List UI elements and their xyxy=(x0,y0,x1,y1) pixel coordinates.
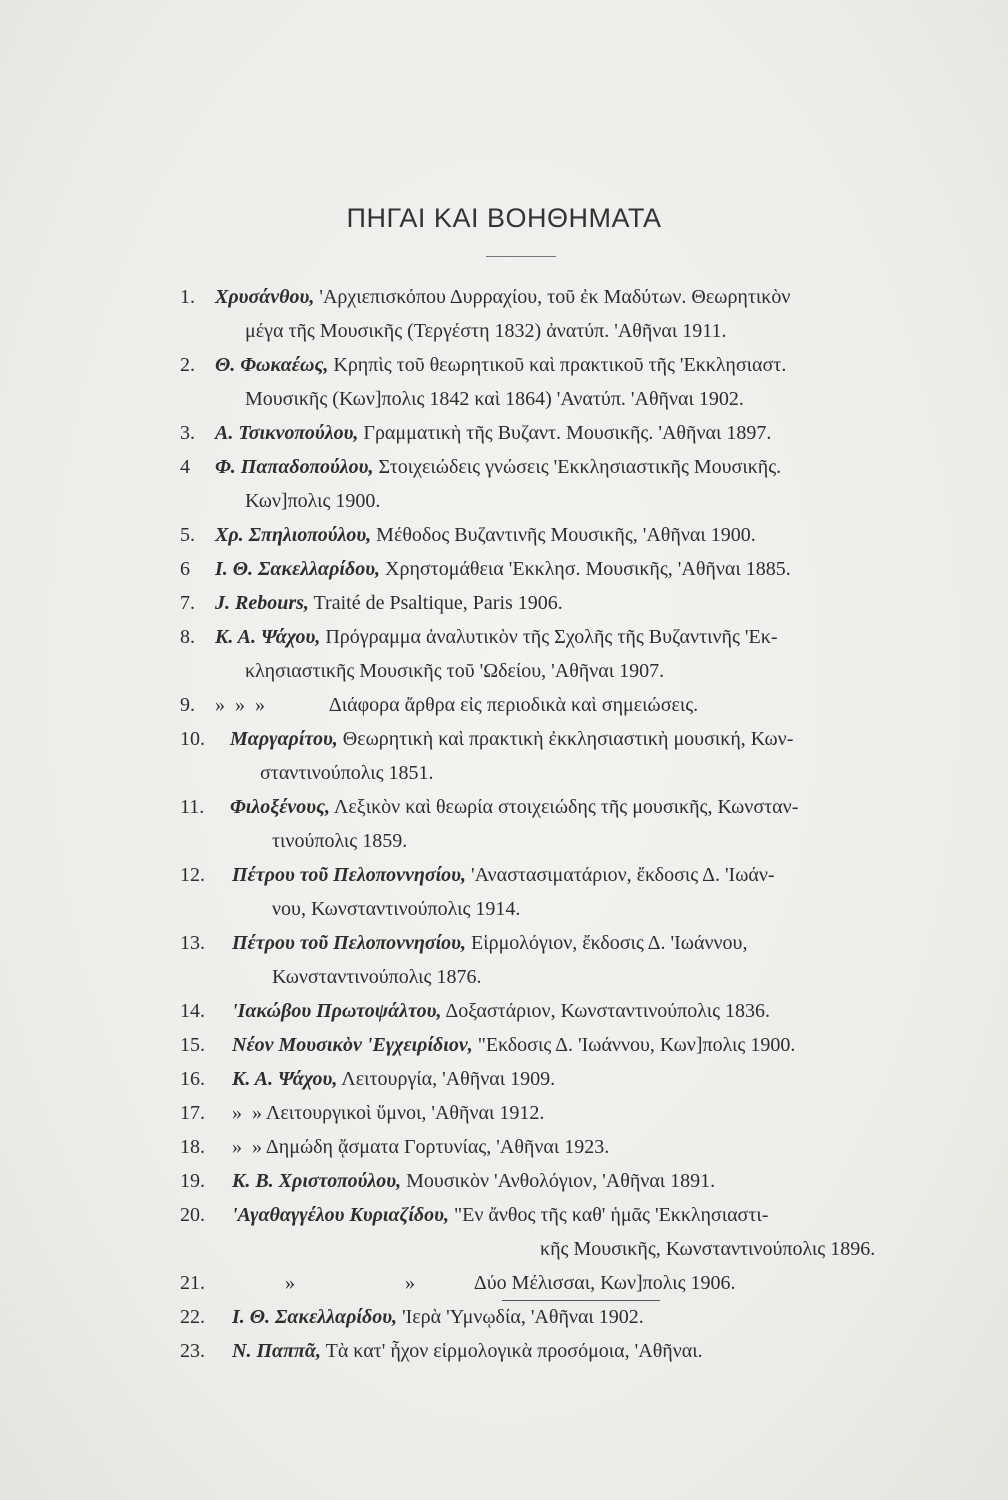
list-item xyxy=(0,1300,1008,1334)
entry-number: 16. xyxy=(180,1068,205,1090)
entry-text: Λειτουργία, 'Αθῆναι 1909. xyxy=(337,1068,556,1090)
list-item xyxy=(0,552,1008,586)
entry-number: 1. xyxy=(180,286,195,308)
list-item xyxy=(0,790,1008,858)
entry-text: Διάφορα ἄρθρα εἰς περιοδικὰ καὶ σημειώσεις. xyxy=(325,694,699,716)
entry-author: Κ. Α. Ψάχου, xyxy=(232,1068,338,1090)
list-item xyxy=(0,858,1008,926)
entry-author: J. Rebours, xyxy=(215,592,309,614)
entry-text: Δημώδη ᾄσματα Γορτυνίας, 'Αθῆναι 1923. xyxy=(262,1136,610,1158)
entry-author: Κ. Β. Χριστοπούλου, xyxy=(232,1170,402,1192)
entry-continuation: νου, Κωνσταντινούπολις 1914. xyxy=(272,898,521,920)
list-item xyxy=(0,280,1008,348)
entry-text: 'Ιερὰ 'Υμνῳδία, 'Αθῆναι 1902. xyxy=(397,1306,644,1328)
entry-text: Κρηπὶς τοῦ θεωρητικοῦ καὶ πρακτικοῦ τῆς 'Εκκλησιαστ. xyxy=(328,354,787,376)
list-item xyxy=(0,620,1008,688)
entry-continuation: τινούπολις 1859. xyxy=(272,830,408,852)
entry-ditto-marks: » » xyxy=(232,1102,262,1124)
list-item xyxy=(0,722,1008,790)
bottom-divider xyxy=(502,1300,660,1301)
entry-author: Πέτρου τοῦ Πελοποννησίου, xyxy=(232,864,466,886)
entry-author: Θ. Φωκαέως, xyxy=(215,354,329,376)
entry-text: Εἱρμολόγιον, ἔκδοσις Δ. 'Ιωάννου, xyxy=(465,932,748,954)
entry-author: Χρυσάνθου, xyxy=(215,286,315,308)
entry-text: Λεξικὸν καὶ θεωρία στοιχειώδης τῆς μουσικῆς, Κωνσταν- xyxy=(330,796,799,818)
entry-number: 8. xyxy=(180,626,195,648)
entry-continuation: Κων]πολις 1900. xyxy=(245,490,381,512)
entry-author: Χρ. Σπηλιοπούλου, xyxy=(215,524,372,546)
entry-number: 22. xyxy=(180,1306,205,1328)
entry-number: 20. xyxy=(180,1204,205,1226)
entry-number: 6 xyxy=(180,558,190,580)
list-item xyxy=(0,586,1008,620)
entry-number: 10. xyxy=(180,728,205,750)
list-item xyxy=(0,1130,1008,1164)
entry-ditto-marks: » » » xyxy=(215,694,265,716)
list-item xyxy=(0,348,1008,416)
list-item xyxy=(0,1266,1008,1300)
list-item xyxy=(0,450,1008,518)
entry-number: 2. xyxy=(180,354,195,376)
entry-author: Κ. Α. Ψάχου, xyxy=(215,626,321,648)
entry-continuation: Μουσικῆς (Κων]πολις 1842 καὶ 1864) 'Ανατύπ. 'Αθῆναι 1902. xyxy=(245,388,744,410)
entry-text: Τὰ κατ' ἦχον εἱρμολογικὰ προσόμοια, 'Αθῆναι. xyxy=(320,1340,703,1362)
entry-number: 4 xyxy=(180,456,190,478)
entry-number: 18. xyxy=(180,1136,205,1158)
entry-number: 23. xyxy=(180,1340,205,1362)
entry-author: 'Αγαθαγγέλου Κυριαζίδου, xyxy=(232,1204,449,1226)
entry-number: 21. xyxy=(180,1272,205,1294)
page-title: ΠΗΓΑΙ ΚΑΙ ΒΟΗΘΗΜΑΤΑ xyxy=(346,203,662,233)
entry-number: 7. xyxy=(180,592,195,614)
entry-number: 13. xyxy=(180,932,205,954)
entry-text: Γραμματικὴ τῆς Βυζαντ. Μουσικῆς. 'Αθῆναι 1897. xyxy=(358,422,772,444)
entry-number: 3. xyxy=(180,422,195,444)
entry-text: Μουσικὸν 'Ανθολόγιον, 'Αθῆναι 1891. xyxy=(401,1170,716,1192)
entry-author: Α. Τσικνοπούλου, xyxy=(215,422,359,444)
entry-text: Στοιχειώδεις γνώσεις 'Εκκλησιαστικῆς Μουσικῆς. xyxy=(373,456,782,478)
list-item xyxy=(0,1198,1008,1266)
list-item xyxy=(0,1334,1008,1368)
entry-number: 14. xyxy=(180,1000,205,1022)
entry-ditto-marks: » » xyxy=(285,1272,415,1294)
list-item xyxy=(0,518,1008,552)
entry-number: 12. xyxy=(180,864,205,886)
list-item xyxy=(0,994,1008,1028)
entry-text: Πρόγραμμα ἀναλυτικὸν τῆς Σχολῆς τῆς Βυζαντινῆς 'Εκ- xyxy=(320,626,778,648)
entry-author: Νέον Μουσικὸν 'Εγχειρίδιον, xyxy=(232,1034,473,1056)
entry-author: Μαργαρίτου, xyxy=(230,728,338,750)
list-item xyxy=(0,926,1008,994)
entry-continuation: σταντινούπολις 1851. xyxy=(260,762,434,784)
entry-text: Θεωρητικὴ καὶ πρακτικὴ ἐκκλησιαστικὴ μουσική, Κων- xyxy=(337,728,794,750)
entry-text: Μέθοδος Βυζαντινῆς Μουσικῆς, 'Αθῆναι 1900. xyxy=(371,524,756,546)
title-divider xyxy=(486,256,556,257)
list-item xyxy=(0,1062,1008,1096)
bibliography-list xyxy=(0,280,1008,1368)
list-item xyxy=(0,1096,1008,1130)
entry-author: Φιλοξένους, xyxy=(230,796,330,818)
entry-author: Ι. Θ. Σακελλαρίδου, xyxy=(215,558,381,580)
entry-number: 15. xyxy=(180,1034,205,1056)
entry-text: "Εν ἄνθος τῆς καθ' ἡμᾶς 'Εκκλησιαστι- xyxy=(448,1204,769,1226)
list-item xyxy=(0,688,1008,722)
list-item xyxy=(0,1164,1008,1198)
entry-ditto-marks: » » xyxy=(232,1136,262,1158)
entry-number: 17. xyxy=(180,1102,205,1124)
entry-number: 5. xyxy=(180,524,195,546)
entry-text: 'Αρχιεπισκόπου Δυρραχίου, τοῦ ἐκ Μαδύτων. Θεωρητικὸν xyxy=(314,286,791,308)
entry-text: Δοξαστάριον, Κωνσταντινούπολις 1836. xyxy=(441,1000,771,1022)
entry-author: Φ. Παπαδοπούλου, xyxy=(215,456,374,478)
entry-text: Λειτουργικοὶ ὕμνοι, 'Αθῆναι 1912. xyxy=(262,1102,545,1124)
entry-continuation: κῆς Μουσικῆς, Κωνσταντινούπολις 1896. xyxy=(540,1238,876,1260)
entry-author: Ι. Θ. Σακελλαρίδου, xyxy=(232,1306,398,1328)
entry-number: 19. xyxy=(180,1170,205,1192)
entry-text: Χρηστομάθεια 'Εκκλησ. Μουσικῆς, 'Αθῆναι 1885. xyxy=(380,558,791,580)
entry-continuation: κλησιαστικῆς Μουσικῆς τοῦ 'Ωδείου, 'Αθῆναι 1907. xyxy=(245,660,665,682)
entry-author: Ν. Παππᾶ, xyxy=(232,1340,321,1362)
entry-author: 'Ιακώβου Πρωτοψάλτου, xyxy=(232,1000,442,1022)
entry-number: 11. xyxy=(180,796,205,818)
entry-continuation: Κωνσταντινούπολις 1876. xyxy=(272,966,482,988)
entry-continuation: μέγα τῆς Μουσικῆς (Τεργέστη 1832) ἀνατύπ. 'Αθῆναι 1911. xyxy=(245,320,727,342)
entry-text: "Εκδοσις Δ. 'Ιωάννου, Κων]πολις 1900. xyxy=(472,1034,796,1056)
list-item xyxy=(0,1028,1008,1062)
entry-number: 9. xyxy=(180,694,195,716)
entry-text: 'Αναστασιματάριον, ἔκδοσις Δ. 'Ιωάν- xyxy=(465,864,775,886)
entry-text: Traité de Psaltique, Paris 1906. xyxy=(308,592,563,614)
entry-author: Πέτρου τοῦ Πελοποννησίου, xyxy=(232,932,466,954)
entry-text: Δύο Μέλισσαι, Κων]πολις 1906. xyxy=(415,1272,736,1294)
list-item xyxy=(0,416,1008,450)
